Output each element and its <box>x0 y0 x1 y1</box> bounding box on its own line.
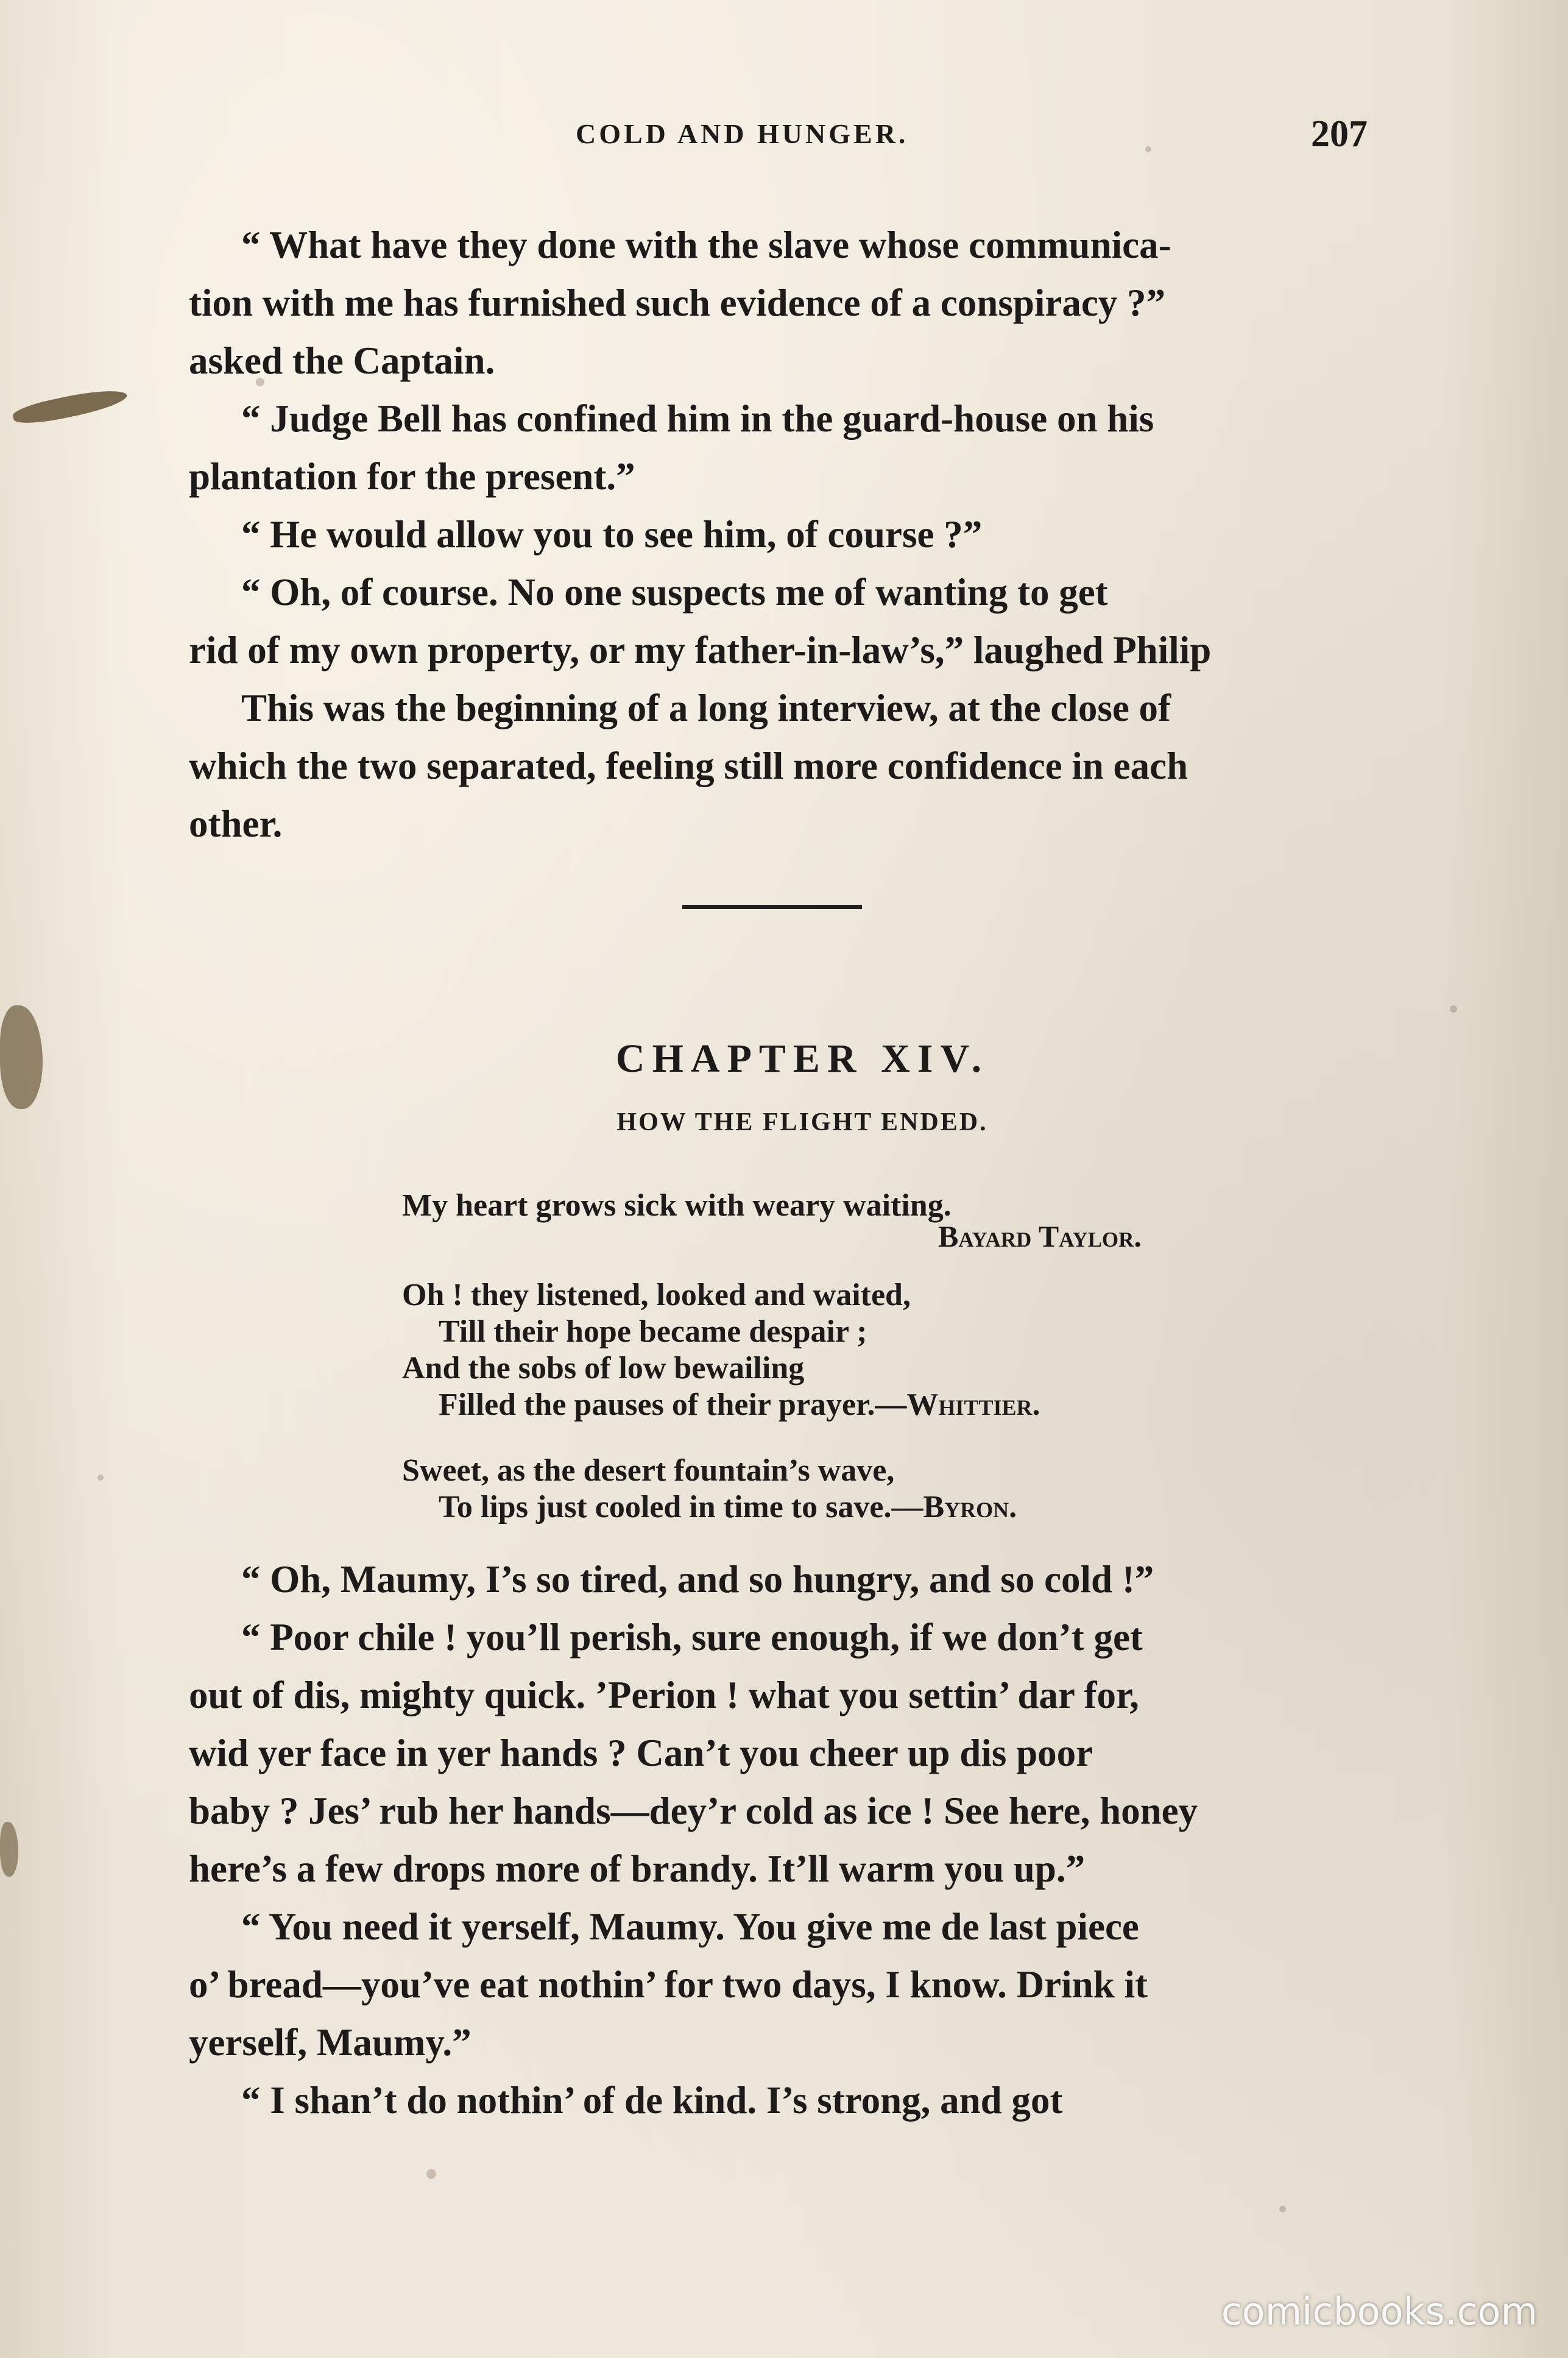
page-edge-tear <box>0 1822 18 1877</box>
paragraph <box>189 506 1371 564</box>
paragraph <box>189 1898 1371 2072</box>
page-header <box>192 113 1368 161</box>
text-line: tion with me has furnished such evidence of a conspiracy ?” <box>189 281 1166 324</box>
paragraph <box>189 679 1371 853</box>
text-line: rid of my own property, or my father-in-law’s,” laughed Philip <box>189 629 1212 671</box>
page-number: 207 <box>1311 113 1368 155</box>
epigraph-author: Byron. <box>923 1490 1017 1524</box>
text-line: asked the Captain. <box>189 339 495 382</box>
epigraph-line: My heart grows sick with weary waiting. <box>402 1188 952 1223</box>
paper-speck <box>1450 1005 1457 1013</box>
text-line: “ You need it yerself, Maumy. You give me de last piece <box>241 1905 1139 1948</box>
text-line: “ Oh, Maumy, I’s so tired, and so hungry, and so cold !” <box>241 1558 1154 1601</box>
chapter-title: CHAPTER XIV. <box>615 1036 989 1081</box>
text-line: “ He would allow you to see him, of course ?” <box>241 513 983 556</box>
chapter-subtitle: HOW THE FLIGHT ENDED. <box>616 1108 988 1136</box>
running-head: COLD AND HUNGER. <box>576 118 909 149</box>
text-line: here’s a few drops more of brandy. It’ll warm you up.” <box>189 1847 1086 1890</box>
text-line: “ Oh, of course. No one suspects me of wanting to get <box>241 571 1108 614</box>
epigraph-line: And the sobs of low bewailing <box>402 1351 805 1386</box>
epigraph-author: Whittier. <box>906 1387 1040 1422</box>
paper-speck <box>97 1475 104 1481</box>
text-line: which the two separated, feeling still more confidence in each <box>189 745 1188 787</box>
paragraph <box>189 1609 1371 1898</box>
paragraph <box>189 216 1371 390</box>
site-watermark: comicbooks.com <box>1221 2289 1538 2334</box>
text-line: “ Poor chile ! you’ll perish, sure enough, if we don’t get <box>241 1616 1143 1659</box>
text-line: o’ bread—you’ve eat nothin’ for two days, I know. Drink it <box>189 1963 1148 2006</box>
page-edge-tear <box>12 384 129 429</box>
paper-speck <box>426 2169 436 2179</box>
body-text-bottom <box>189 1551 1371 2130</box>
text-line: “ I shan’t do nothin’ of de kind. I’s strong, and got <box>241 2079 1063 2122</box>
epigraph-line <box>439 1386 1040 1424</box>
epigraph-line: Sweet, as the desert fountain’s wave, <box>402 1453 895 1488</box>
epigraph-author: Bayard Taylor. <box>938 1219 1142 1253</box>
section-divider <box>682 905 862 909</box>
epigraph-text: Filled the pauses of their prayer.— <box>439 1387 907 1422</box>
paragraph <box>189 390 1371 506</box>
text-line: other. <box>189 802 283 845</box>
text-line: yerself, Maumy.” <box>189 2021 471 2064</box>
text-line: baby ? Jes’ rub her hands—dey’r cold as ice ! See here, honey <box>189 1790 1198 1832</box>
epigraph-line: Oh ! they listened, looked and waited, <box>402 1278 911 1312</box>
text-line: plantation for the present.” <box>189 455 635 498</box>
paragraph <box>189 1551 1371 1609</box>
epigraph-line: Till their hope became despair ; <box>439 1314 867 1349</box>
body-text-top <box>189 216 1371 853</box>
text-line: out of dis, mighty quick. ’Perion ! what you settin’ dar for, <box>189 1674 1139 1716</box>
text-line: “ Judge Bell has confined him in the guard-house on his <box>241 397 1154 440</box>
text-line: This was the beginning of a long interview, at the close of <box>241 687 1171 729</box>
text-line: wid yer face in yer hands ? Can’t you cheer up dis poor <box>189 1732 1093 1774</box>
paragraph <box>189 2072 1371 2130</box>
epigraph-line <box>439 1489 1017 1526</box>
paragraph <box>189 564 1371 679</box>
epigraph-text: To lips just cooled in time to save.— <box>439 1490 923 1524</box>
text-line: “ What have they done with the slave whose communica- <box>241 224 1171 266</box>
paper-speck <box>1279 2206 1286 2212</box>
